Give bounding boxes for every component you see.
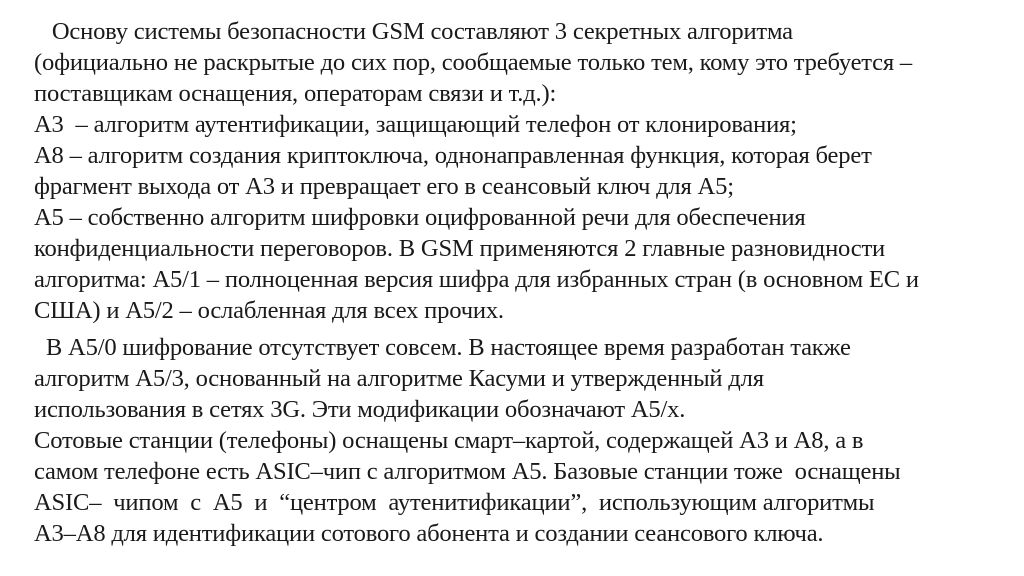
text-line: А5 – собственно алгоритм шифровки оцифрованной речи для обеспечения	[34, 204, 806, 231]
text-line: поставщикам оснащения, операторам связи и т.д.):	[34, 80, 557, 107]
text-line: использования в сетях 3G. Эти модификации обозначают А5/х.	[34, 396, 686, 423]
text-line: конфиденциальности переговоров. В GSM применяются 2 главные разновидности	[34, 235, 885, 262]
paragraph-a5-modifications	[34, 332, 994, 549]
text-line: США) и А5/2 – ослабленная для всех прочих.	[34, 297, 504, 324]
paragraph-gsm-algorithms	[34, 16, 994, 326]
text-line: (официально не раскрытые до сих пор, сообщаемые только тем, кому это требуется –	[34, 49, 913, 76]
text-line: алгоритм А5/3, основанный на алгоритме Касуми и утвержденный для	[34, 365, 764, 392]
text-line: А3–А8 для идентификации сотового абонента и создании сеансового ключа.	[34, 520, 824, 547]
text-line: А8 – алгоритм создания криптоключа, однонаправленная функция, которая берет	[34, 142, 872, 169]
text-line: А3 – алгоритм аутентификации, защищающий телефон от клонирования;	[34, 111, 797, 138]
text-line: самом телефоне есть ASIC–чип с алгоритмом А5. Базовые станции тоже оснащены	[34, 458, 901, 485]
text-line: В А5/0 шифрование отсутствует совсем. В настоящее время разработан также	[34, 334, 851, 361]
text-line: ASIC– чипом с А5 и “центром аутенитификации”, использующим алгоритмы	[34, 489, 875, 516]
text-line: Основу системы безопасности GSM составляют 3 секретных алгоритма	[34, 18, 793, 45]
text-line: фрагмент выхода от А3 и превращает его в сеансовый ключ для А5;	[34, 173, 734, 200]
text-line: Сотовые станции (телефоны) оснащены смарт–картой, содержащей А3 и А8, а в	[34, 427, 864, 454]
text-line: алгоритма: А5/1 – полноценная версия шифра для избранных стран (в основном ЕС и	[34, 266, 919, 293]
